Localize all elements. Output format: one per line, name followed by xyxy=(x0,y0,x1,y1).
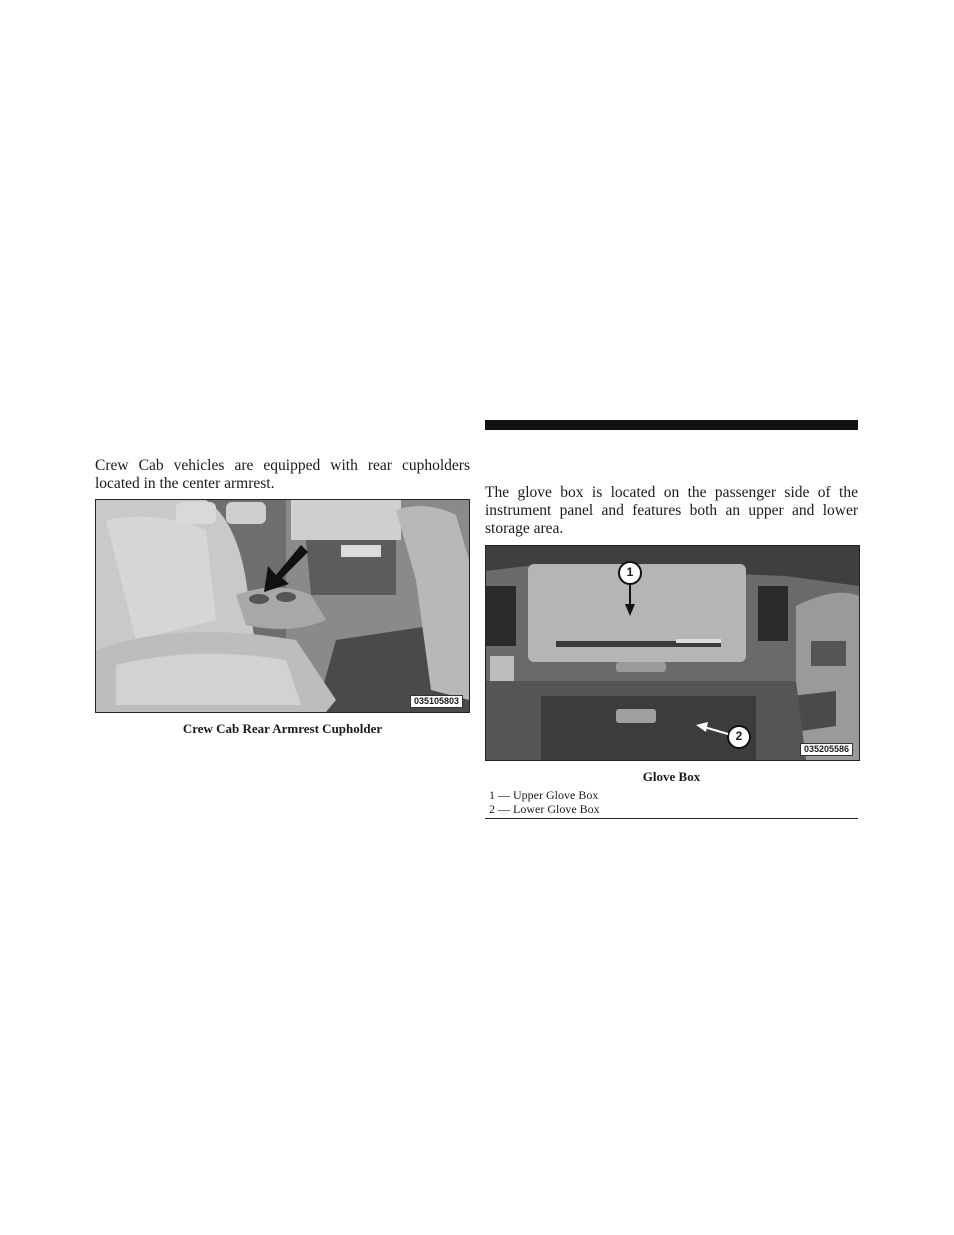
section-divider-bar xyxy=(485,420,858,430)
armrest-cupholder-figure xyxy=(95,499,470,713)
rear-seat-illustration xyxy=(96,500,469,712)
glove-box-paragraph: The glove box is located on the passenger side of the instrument panel and features both an upper and lower storage area. xyxy=(485,484,858,537)
left-column xyxy=(95,457,470,737)
figure-legend xyxy=(485,788,858,819)
callout-2-label: 2 xyxy=(735,729,743,743)
right-column xyxy=(485,420,858,819)
legend-item-lower-glove-box: 2 — Lower Glove Box xyxy=(489,802,600,816)
figure-id-label: 035205586 xyxy=(800,743,853,756)
figure-caption: Glove Box xyxy=(642,769,701,784)
cupholder-paragraph: Crew Cab vehicles are equipped with rear cupholders located in the center armrest. xyxy=(95,457,470,492)
callout-1-label: 1 xyxy=(626,565,634,579)
figure-id-label: 035105803 xyxy=(410,695,463,708)
legend-item-upper-glove-box: 1 — Upper Glove Box xyxy=(489,788,599,802)
figure-caption: Crew Cab Rear Armrest Cupholder xyxy=(182,721,383,736)
glove-box-figure xyxy=(485,545,860,761)
glove-box-illustration xyxy=(486,546,859,760)
